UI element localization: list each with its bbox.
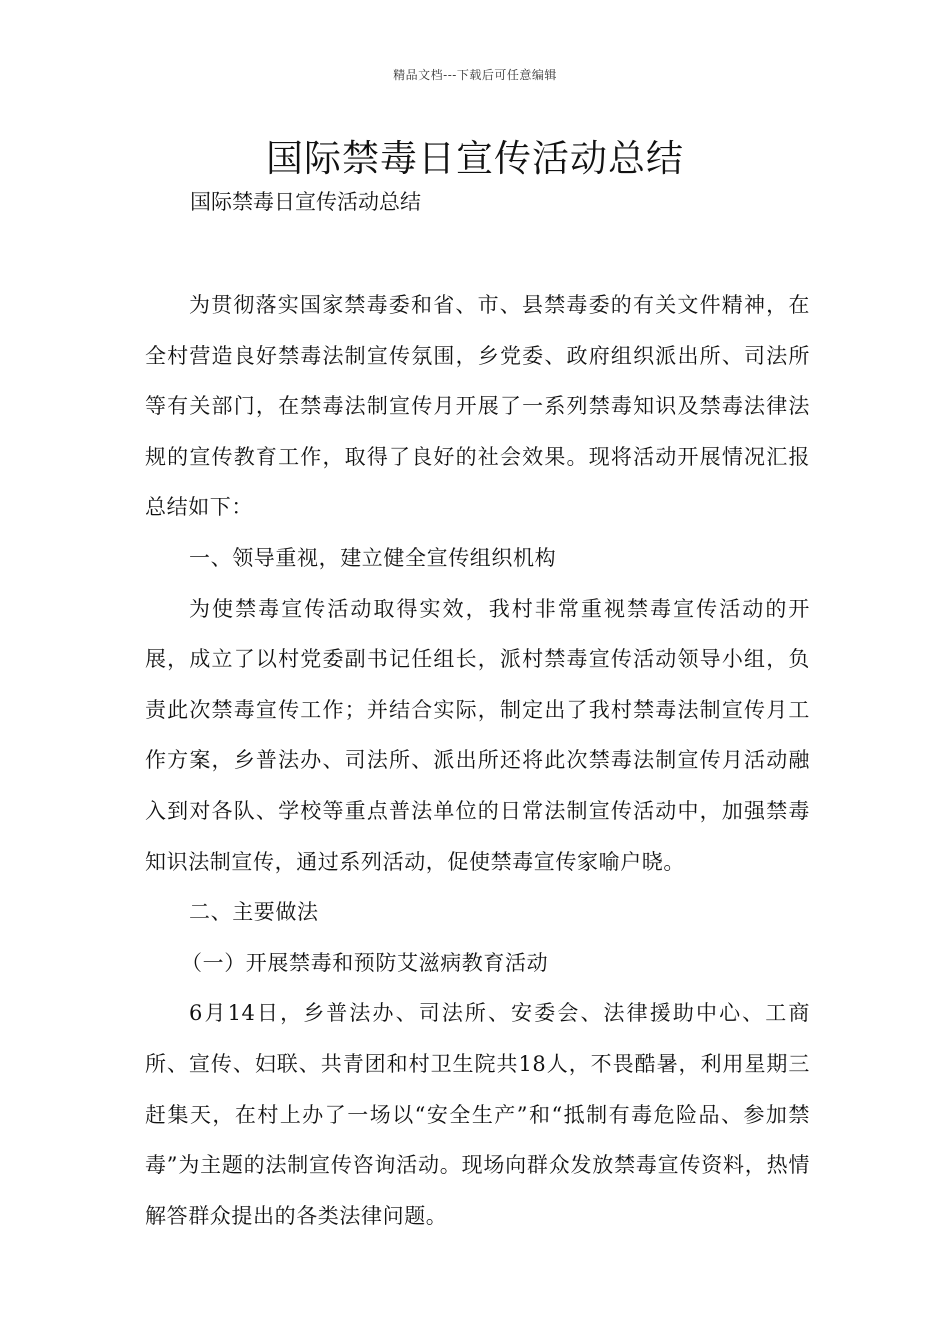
document-title: 国际禁毒日宣传活动总结 — [266, 137, 684, 180]
section-2-heading: 二、主要做法 — [189, 900, 319, 925]
document-body — [145, 280, 810, 1241]
section-2-sub-1-paragraph: 6月14日，乡普法办、司法所、安委会、法律援助中心、工商所、宣传、妇联、共青团和村卫生院共18人，不畏酷暑，利用星期三赶集天，在村上办了一场以“安全生产”和“抵制有毒危险品、参加禁毒”为主题的法制宣传咨询活动。现场向群众发放禁毒宣传资料，热情解答群众提出的各类法律问题。 — [145, 1001, 810, 1228]
document-subtitle: 国际禁毒日宣传活动总结 — [190, 190, 421, 214]
section-1-paragraph: 为使禁毒宣传活动取得实效，我村非常重视禁毒宣传活动的开展，成立了以村党委副书记任组长，派村禁毒宣传活动领导小组，负责此次禁毒宣传工作；并结合实际，制定出了我村禁毒法制宣传月工作方案，乡普法办、司法所、派出所还将此次禁毒法制宣传月活动融入到对各队、学校等重点普法单位的日常法制宣传活动中，加强禁毒知识法制宣传，通过系列活动，促使禁毒宣传家喻户晓。 — [145, 596, 810, 874]
intro-paragraph: 为贯彻落实国家禁毒委和省、市、县禁毒委的有关文件精神，在全村营造良好禁毒法制宣传氛围，乡党委、政府组织派出所、司法所等有关部门，在禁毒法制宣传月开展了一系列禁毒知识及禁毒法律法规的宣传教育工作，取得了良好的社会效果。现将活动开展情况汇报总结如下： — [145, 293, 810, 520]
section-1-heading: 一、领导重视，建立健全宣传组织机构 — [189, 545, 557, 570]
section-2-sub-1-heading: （一）开展禁毒和预防艾滋病教育活动 — [181, 950, 549, 975]
header-note: 精品文档---下载后可任意编辑 — [393, 68, 557, 82]
